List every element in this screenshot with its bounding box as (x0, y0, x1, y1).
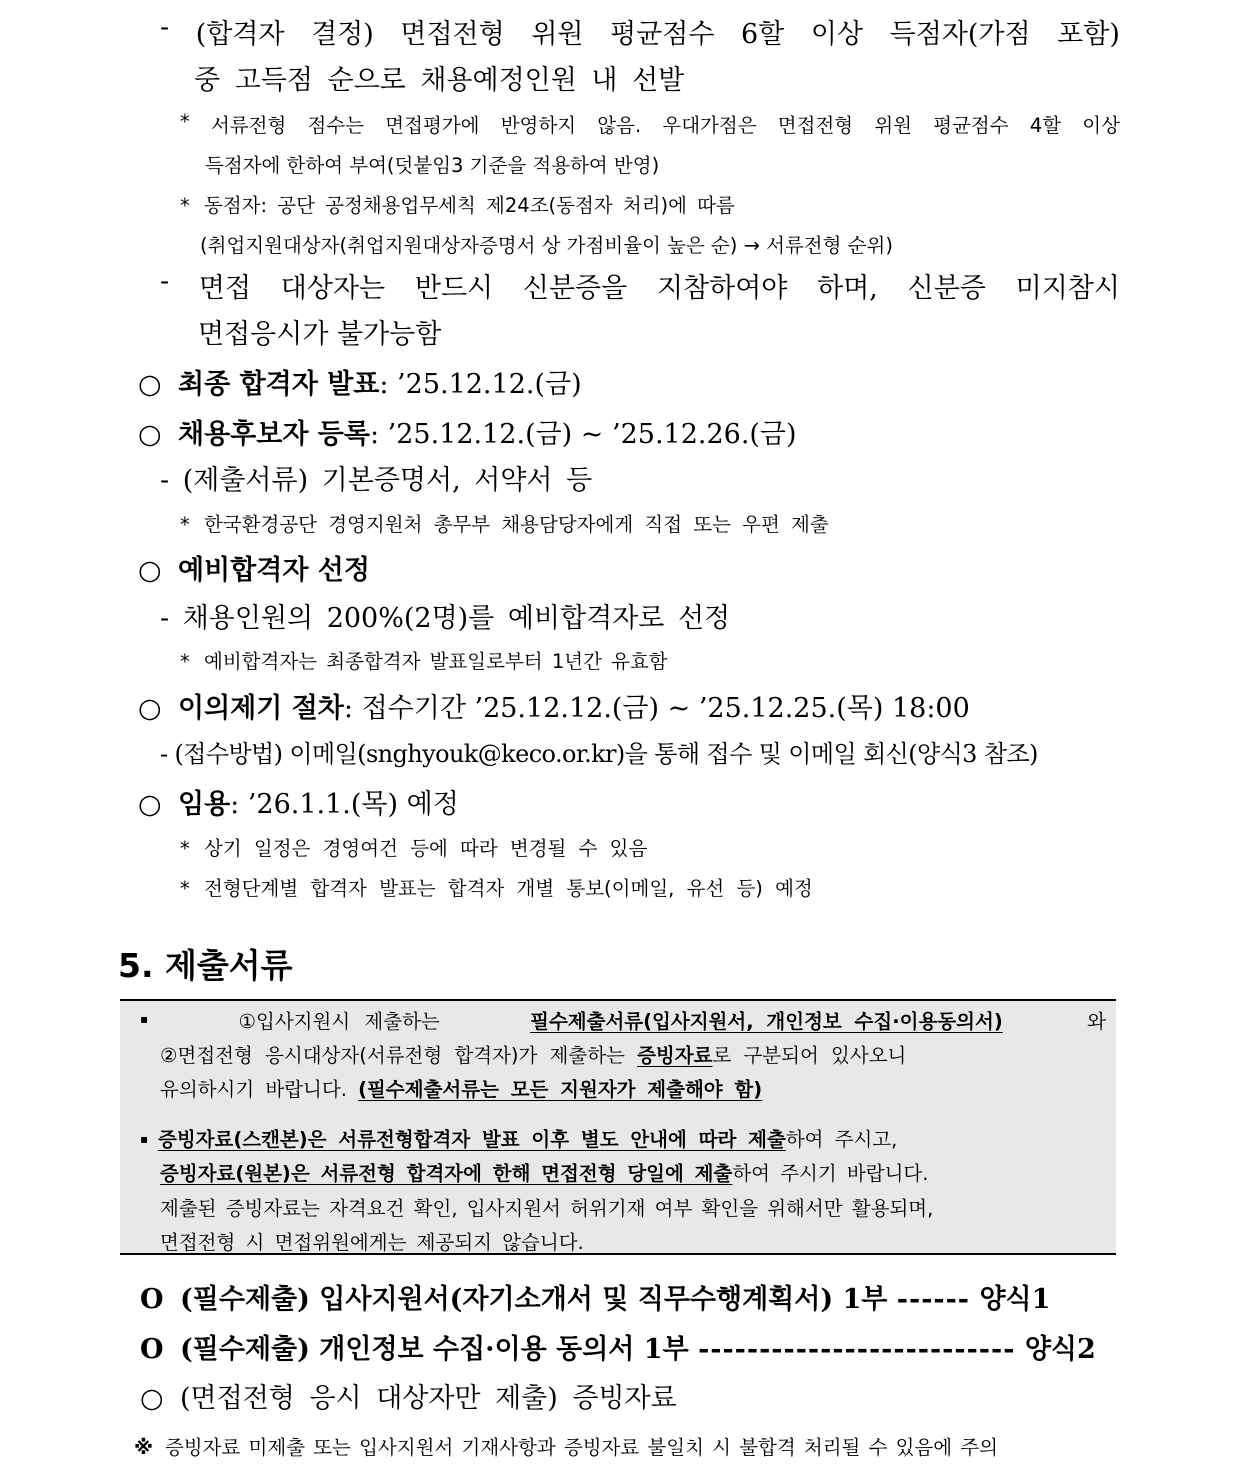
section-value: : ’25.12.12.(금) (379, 369, 582, 400)
tie-note-text: 동점자: 공단 공정채용업무세칙 제24조(동점자 처리)에 따름 (204, 194, 735, 217)
final-announcement (138, 362, 582, 401)
word: 평균점수 (933, 114, 1009, 137)
word: 지참하여야 (656, 273, 788, 304)
circle-bullet: ○ (138, 419, 162, 450)
pass-decision-line-2: 중 고득점 순으로 채용예정인원 내 선발 (194, 65, 685, 96)
word: 우대가점은 (662, 114, 757, 137)
appointment-note-2 (180, 873, 813, 901)
section-label: 이의제기 절차 (178, 693, 344, 724)
circle-bullet: ○ (138, 555, 162, 586)
notice-para-2-line-4: 면접전형 시 면접위원에게는 제공되지 않습니다. (160, 1231, 584, 1254)
word: 위원 (531, 19, 584, 50)
word: 6할 (741, 19, 785, 50)
star-mark: * (180, 194, 190, 217)
notice-para-2-line-2 (160, 1158, 928, 1186)
star-mark: * (180, 650, 190, 673)
word: 면접전형 (777, 114, 854, 137)
notice-text: 와 (1087, 1010, 1106, 1033)
doc-text: (필수제출) 개인정보 수집·이용 동의서 1부 (180, 1334, 689, 1365)
circle-bullet: ○ (138, 369, 162, 400)
objection-method: - (접수방법) 이메일(snghyouk@keco.or.kr)을 통해 접수 및 이메일 회신(양식3 참조) (160, 740, 1038, 768)
section-label: 예비합격자 선정 (178, 555, 370, 586)
word: 서류전형 (210, 114, 287, 137)
circle-bullet: ○ (140, 1383, 164, 1414)
required-note: (필수제출서류는 모든 지원자가 제출해야 함) (358, 1078, 763, 1101)
section-value: : ’26.1.1.(목) 예정 (230, 789, 459, 820)
word: 평균점수 (610, 19, 715, 50)
reserve-sub: - 채용인원의 200%(2명)를 예비합격자로 선정 (160, 603, 731, 634)
word: 결정) (311, 19, 374, 50)
word: 점수는 (307, 114, 365, 137)
word: 면접전형 (400, 19, 505, 50)
word: 신분증 (907, 273, 986, 304)
tie-note-2: (취업지원대상자(취업지원대상자증명서 상 가점비율이 높은 순) → 서류전형 순위) (200, 234, 893, 257)
candidate-documents: - (제출서류) 기본증명서, 서약서 등 (160, 465, 593, 496)
dash: - (160, 12, 170, 43)
square-bullet: ▪ (140, 1012, 149, 1026)
leader-dots: -------------------------- (698, 1334, 1016, 1365)
circle-bullet: ○ (138, 693, 162, 724)
note-text: 전형단계별 합격자 발표는 합격자 개별 통보(이메일, 유선 등) 예정 (204, 877, 813, 900)
notice-para-1-line-1 (140, 1006, 1106, 1034)
warning-mark: ※ (134, 1436, 153, 1459)
tie-note (180, 190, 735, 218)
section-label: 임용 (178, 789, 231, 820)
notice-para-2-line-3: 제출된 증빙자료는 자격요건 확인, 입사지원서 허위기재 여부 확인을 위해서만 활용되며, (160, 1197, 934, 1220)
section-label: 채용후보자 등록 (178, 419, 370, 450)
word: 않음. (597, 114, 642, 137)
doc-item-evidence (140, 1376, 677, 1415)
reserve-selection (138, 548, 370, 587)
star-mark: * (180, 877, 190, 900)
warning-text: 증빙자료 미제출 또는 입사지원서 기재사항과 증빙자료 불일치 시 불합격 처리될 수 있음에 주의 (164, 1436, 998, 1459)
section-value: : ’25.12.12.(금) ~ ’25.12.26.(금) (369, 419, 797, 450)
notice-text: 하여 주시고, (785, 1128, 898, 1151)
word: 이상 (810, 19, 864, 50)
word: 면접 (198, 273, 252, 304)
word: 반영하지 (500, 114, 577, 137)
star-mark: * (180, 513, 190, 536)
circle-bullet: O (140, 1334, 164, 1365)
star-mark: * (180, 110, 190, 133)
required-docs-text: 필수제출서류(입사지원서, 개인정보 수집·이용동의서) (530, 1010, 1003, 1033)
notice-text: ①입사지원시 제출하는 (238, 1010, 440, 1033)
word: 미지참시 (1015, 273, 1120, 304)
score-note-2: 득점자에 한하여 부여(덧붙임3 기준을 적용하여 반영) (205, 154, 660, 177)
id-required-line-2: 면접응시가 불가능함 (198, 319, 442, 350)
notice-text: 유의하시기 바랍니다. (160, 1078, 347, 1101)
section-heading: 5. 제출서류 (118, 946, 293, 985)
star-mark: * (180, 837, 190, 860)
word: 이상 (1082, 114, 1120, 137)
word: 반드시 (414, 273, 494, 304)
section-label: 최종 합격자 발표 (178, 369, 380, 400)
circle-bullet: ○ (138, 789, 162, 820)
word: 면접평가에 (385, 114, 480, 137)
notice-text: ②면접전형 응시대상자(서류전형 합격자)가 제출하는 (160, 1044, 625, 1067)
objection-procedure (138, 686, 970, 725)
pass-decision-line (160, 12, 1120, 51)
notice-para-1-line-3 (160, 1074, 762, 1102)
original-submission-text: 증빙자료(원본)은 서류전형 합격자에 한해 면접전형 당일에 제출 (160, 1162, 733, 1185)
appointment (138, 782, 459, 821)
evidence-text: 증빙자료 (637, 1044, 713, 1067)
word: 하며, (817, 273, 878, 304)
notice-text: 로 구분되어 있사오니 (712, 1044, 907, 1067)
circle-bullet: O (140, 1284, 164, 1315)
doc-text: (필수제출) 입사지원서(자기소개서 및 직무수행계획서) 1부 (180, 1284, 888, 1315)
score-note (180, 110, 1120, 138)
reserve-note-text: 예비합격자는 최종합격자 발표일로부터 1년간 유효함 (204, 650, 668, 673)
doc-item-application (140, 1277, 1050, 1316)
word: 득점자(가점 (889, 19, 1031, 50)
note-text: 상기 일정은 경영여건 등에 따라 변경될 수 있음 (204, 837, 648, 860)
word: 대상자는 (280, 273, 386, 304)
form-ref: 양식1 (979, 1284, 1051, 1315)
candidate-registration (138, 412, 797, 451)
form-ref: 양식2 (1024, 1334, 1096, 1365)
warning-note (134, 1432, 998, 1460)
candidate-note-text: 한국환경공단 경영지원처 총무부 채용담당자에게 직접 또는 우편 제출 (204, 513, 829, 536)
leader-dots: ------ (896, 1284, 971, 1315)
word: 신분증을 (522, 273, 628, 304)
word: 4할 (1029, 114, 1062, 137)
doc-text: (면접전형 응시 대상자만 제출) 증빙자료 (180, 1383, 677, 1414)
notice-para-1-line-2 (160, 1040, 1106, 1068)
reserve-note (180, 646, 668, 674)
id-required-line (160, 266, 1120, 305)
candidate-note (180, 509, 829, 537)
notice-para-2-line-1 (140, 1124, 897, 1152)
word: 위원 (874, 114, 913, 137)
doc-item-privacy-consent (140, 1327, 1096, 1366)
notice-text: 하여 주시기 바랍니다. (732, 1162, 929, 1185)
word: (합격자 (195, 19, 285, 50)
dash: - (160, 266, 170, 297)
appointment-note-1 (180, 833, 647, 861)
square-bullet: ▪ (140, 1132, 149, 1146)
section-value: : 접수기간 ’25.12.12.(금) ~ ’25.12.25.(목) 18:00 (343, 693, 970, 724)
scan-submission-text: 증빙자료(스캔본)은 서류전형합격자 발표 이후 별도 안내에 따라 제출 (158, 1128, 786, 1151)
word: 포함) (1057, 19, 1120, 50)
